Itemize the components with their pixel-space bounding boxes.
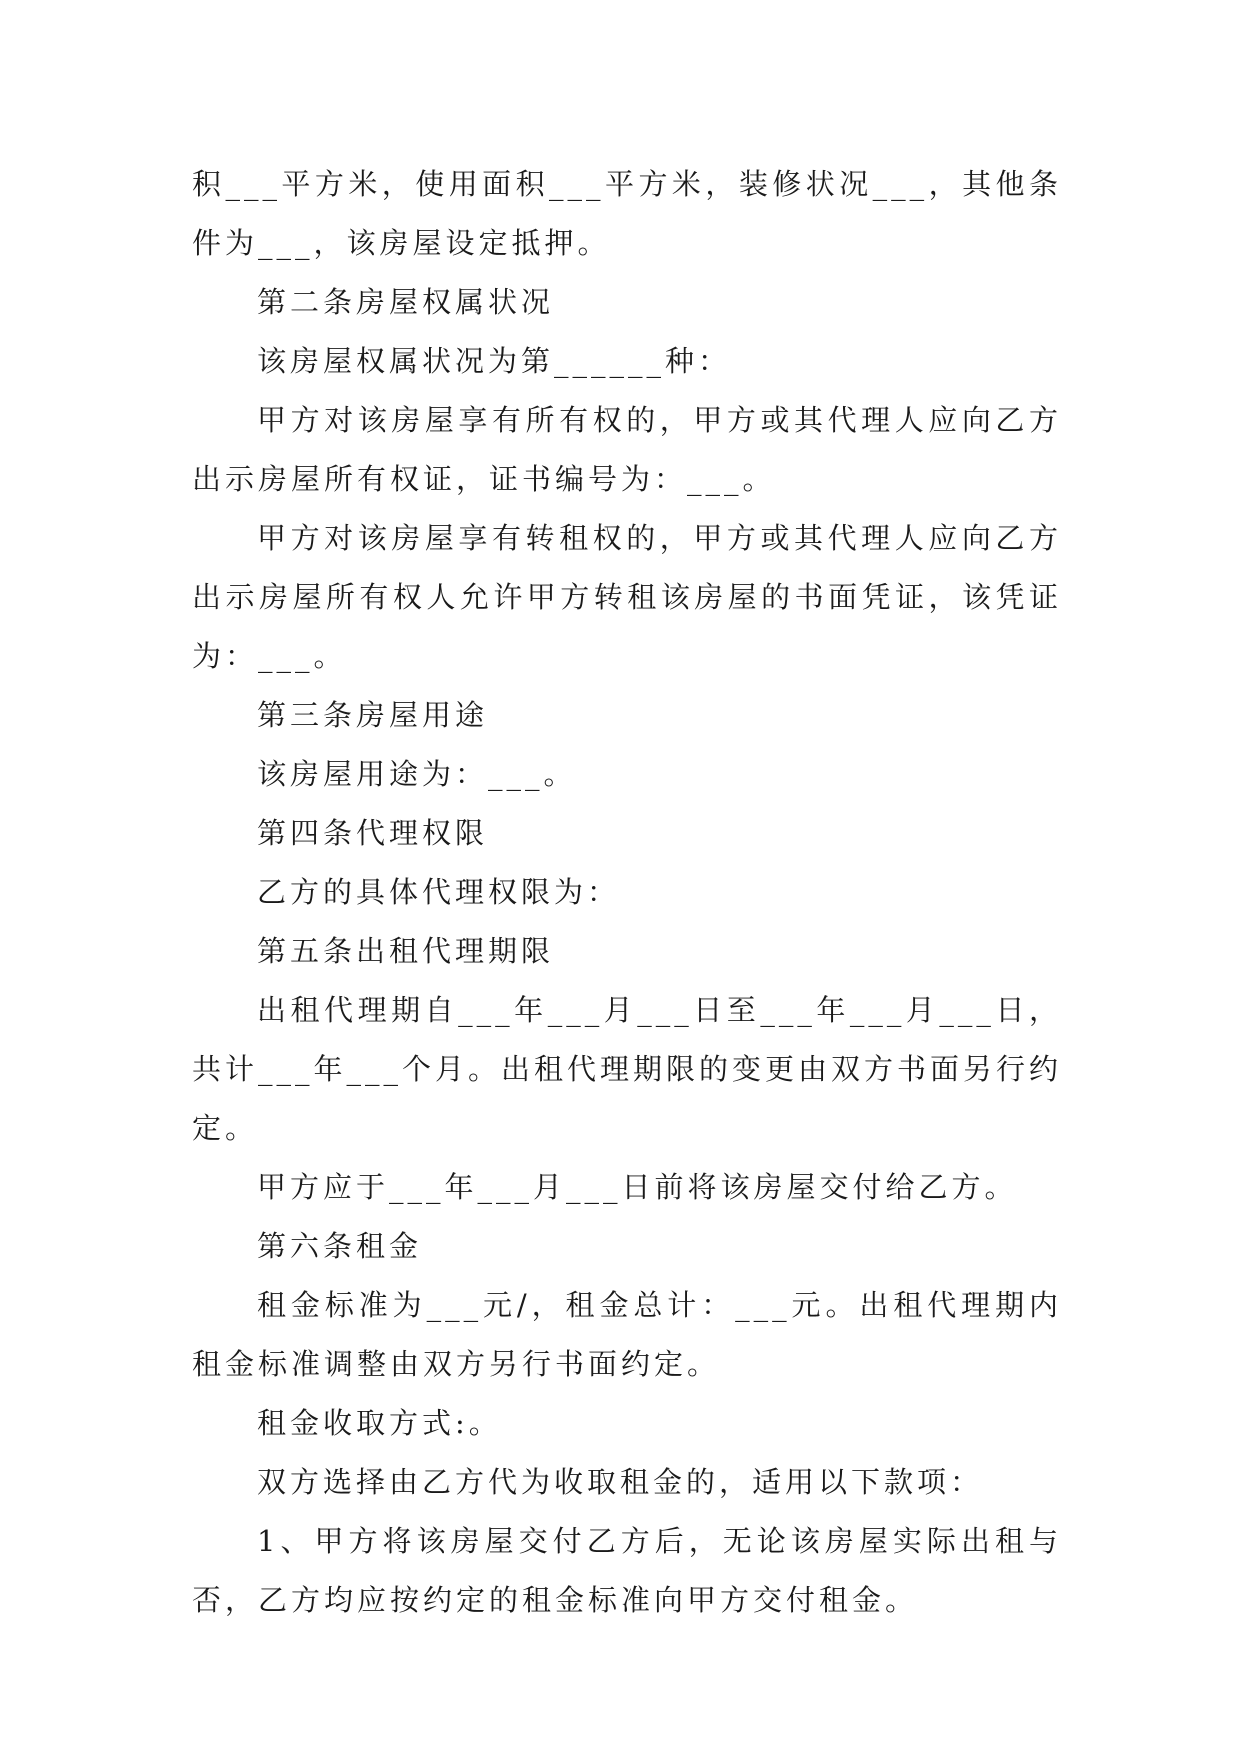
section-heading-agency-period: 第五条出租代理期限 — [257, 934, 555, 968]
paragraph-ownership-certificate: 甲方对该房屋享有所有权的，甲方或其代理人应向乙方出示房屋所有权证，证书编号为：___。 — [192, 403, 1062, 496]
paragraph-collection-option: 双方选择由乙方代为收取租金的，适用以下款项： — [257, 1465, 984, 1499]
paragraph-rent-collection: 租金收取方式:。 — [257, 1406, 502, 1440]
section-heading-ownership: 第二条房屋权属状况 — [257, 285, 555, 319]
paragraph-usage: 该房屋用途为：___。 — [257, 757, 577, 791]
paragraph-ownership-type: 该房屋权属状况为第______种： — [257, 344, 732, 378]
paragraph-rent-standard: 租金标准为___元/，租金总计：___元。出租代理期内租金标准调整由双方另行书面约定。 — [192, 1288, 1062, 1381]
section-heading-usage: 第三条房屋用途 — [257, 698, 489, 732]
paragraph-area-description: 积___平方米，使用面积___平方米，装修状况___，其他条件为___，该房屋设定抵押。 — [192, 167, 1062, 260]
document-body — [192, 155, 1062, 1630]
paragraph-agency-authority: 乙方的具体代理权限为： — [257, 875, 621, 909]
section-heading-agency-authority: 第四条代理权限 — [257, 816, 489, 850]
paragraph-sublease-right: 甲方对该房屋享有转租权的，甲方或其代理人应向乙方出示房屋所有权人允许甲方转租该房屋的书面凭证，该凭证为：___。 — [192, 521, 1062, 673]
paragraph-clause-1: 1、甲方将该房屋交付乙方后，无论该房屋实际出租与否，乙方均应按约定的租金标准向甲方交付租金。 — [192, 1524, 1062, 1617]
section-heading-rent: 第六条租金 — [257, 1229, 423, 1263]
paragraph-handover-date: 甲方应于___年___月___日前将该房屋交付给乙方。 — [257, 1170, 1018, 1204]
paragraph-agency-period: 出租代理期自___年___月___日至___年___月___日，共计___年___个月。出租代理期限的变更由双方书面另行约定。 — [192, 993, 1063, 1145]
